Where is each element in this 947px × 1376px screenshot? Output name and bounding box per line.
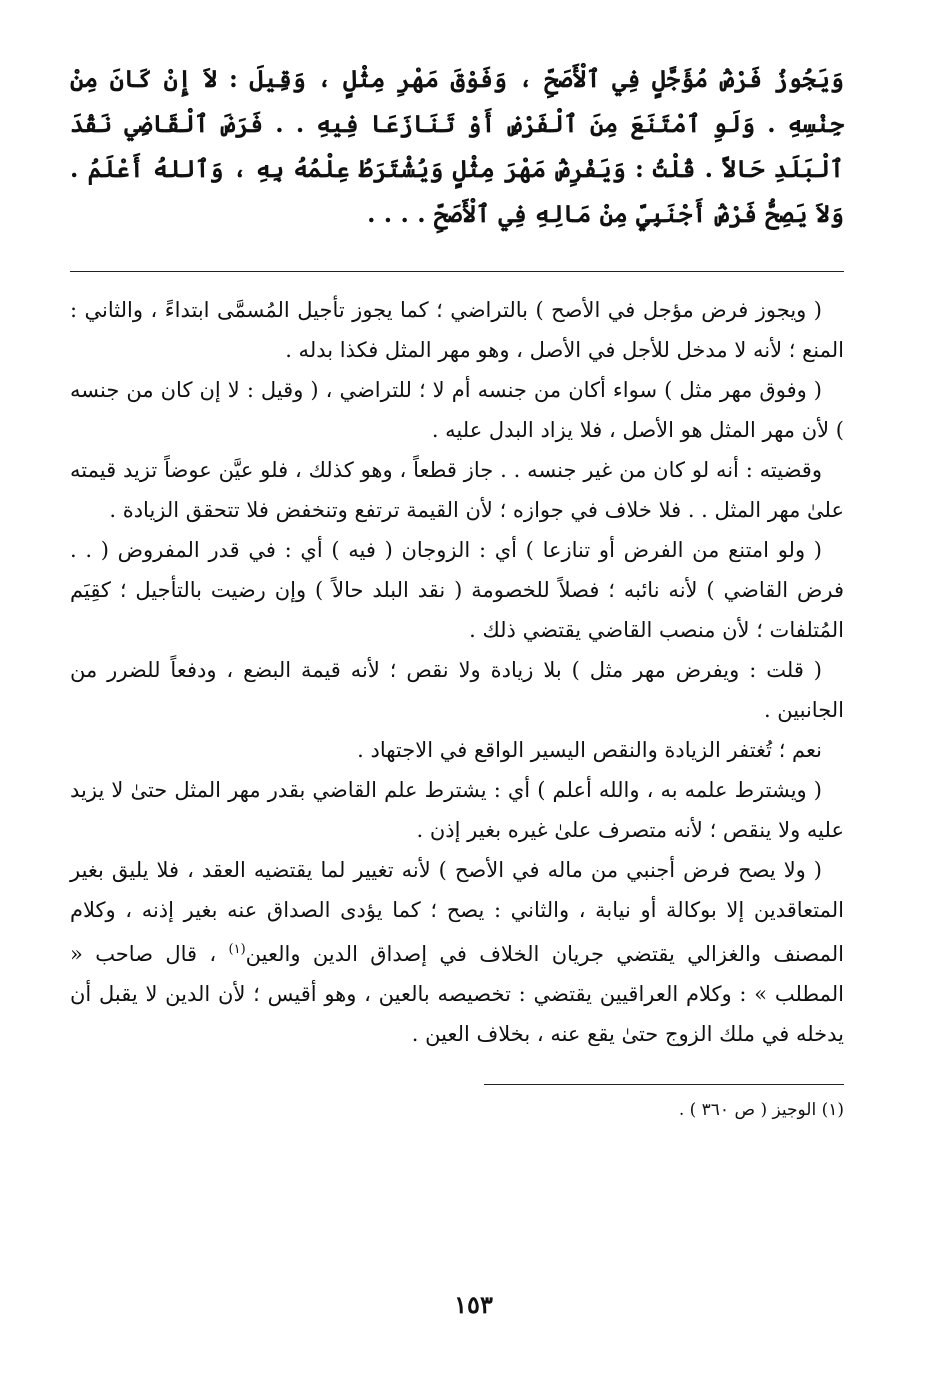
commentary-paragraph-6: نعم ؛ تُغتفر الزيادة والنقص اليسير الواقع في الاجتهاد . [357, 738, 822, 762]
commentary-paragraph-2: ( وفوق مهر مثل ) سواء أكان من جنسه أم لا ؛ للتراضي ، ( وقيل : لا إن كان من جنسه ) لأن مهر المثل هو الأصل ، فلا يزاد البدل عليه . [70, 378, 844, 442]
commentary-paragraph-8 [70, 850, 844, 1054]
footnote-marker: (١) [228, 942, 246, 957]
page-body [70, 56, 844, 1125]
commentary-text-8a: ( ولا يصح فرض أجنبي من ماله في الأصح ) لأنه تغيير لما يقتضيه العقد ، فلا يليق بغير المتعاقدين إلا بوكالة أو نيابة ، والثاني : يصح ؛ كما يؤدى الصداق عنه بغير إذنه ، وكلام المصنف والغزالي يقتضي جريان الخلاف في إصداق الدين والعين [70, 858, 844, 966]
matn-divider [70, 271, 844, 272]
commentary-paragraph-4: ( ولو امتنع من الفرض أو تنازعا ) أي : الزوجان ( فيه ) أي : في قدر المفروض ( . . فرض القاضي ) لأنه نائبه ؛ فصلاً للخصومة ( نقد البلد حالاً ) وإن رضيت بالتأجيل ؛ كقِيَم المُتلفات ؛ لأن منصب القاضي يقتضي ذلك . [70, 538, 844, 642]
commentary-paragraph-5: ( قلت : ويفرض مهر مثل ) بلا زيادة ولا نقص ؛ لأنه قيمة البضع ، ودفعاً للضرر من الجانبين . [70, 658, 844, 722]
commentary-paragraph-3: وقضيته : أنه لو كان من غير جنسه . . جاز قطعاً ، وهو كذلك ، فلو عيَّن عوضاً تزيد قيمته علىٰ مهر المثل . . فلا خلاف في جوازه ؛ لأن القيمة ترتفع وتنخفض فلا تتحقق الزيادة . [70, 458, 844, 522]
page-number: ١٥٣ [454, 1290, 493, 1319]
matn-text: وَيَجُوزُ فَرْضُ مُؤَجَّلٍ فِي ٱلْأَصَحِّ ، وَفَوْقَ مَهْرِ مِثْلٍ ، وَقِيلَ : لاَ إِنْ كَانَ مِنْ جِنْسِهِ . وَلَوِ ٱمْتَنَعَ مِنَ ٱلْفَرْضِ أَوْ تَنَازَعَا فِيهِ . . فَرَضَ ٱلْقَاضِي نَقْدَ ٱلْبَلَدِ حَالاً . قُلْتُ : وَيَفْرِضُ مَهْرَ مِثْلٍ وَيُشْتَرَطُ عِلْمُهُ بِهِ ، وَٱللهُ أَعْلَمُ . وَلاَ يَصِحُّ فَرْضُ أَجْنَبِيٍّ مِنْ مَالِهِ فِي ٱلْأَصَحِّ . . . . [70, 64, 845, 228]
footnote-divider [484, 1084, 844, 1085]
commentary-paragraph-7: ( ويشترط علمه به ، والله أعلم ) أي : يشترط علم القاضي بقدر مهر المثل حتىٰ لا يزيد عليه ولا ينقص ؛ لأنه متصرف علىٰ غيره بغير إذن . [70, 778, 844, 842]
commentary-paragraph-1: ( ويجوز فرض مؤجل في الأصح ) بالتراضي ؛ كما يجوز تأجيل المُسمَّى ابتداءً ، والثاني : المنع ؛ لأنه لا مدخل للأجل في الأصل ، وهو مهر المثل فكذا بدله . [70, 298, 844, 362]
commentary-text-8b: ، قال صاحب « المطلب » : وكلام العراقيين يقتضي : تخصيصه بالعين ، وهو أقيس ؛ لأن الدين لا يقبل أن يدخله في ملك الزوج حتىٰ يقع عنه ، بخلاف العين . [70, 942, 844, 1046]
commentary [70, 290, 844, 1054]
footnote: (١) الوجيز ( ص ٣٦٠ ) . [678, 1100, 844, 1120]
